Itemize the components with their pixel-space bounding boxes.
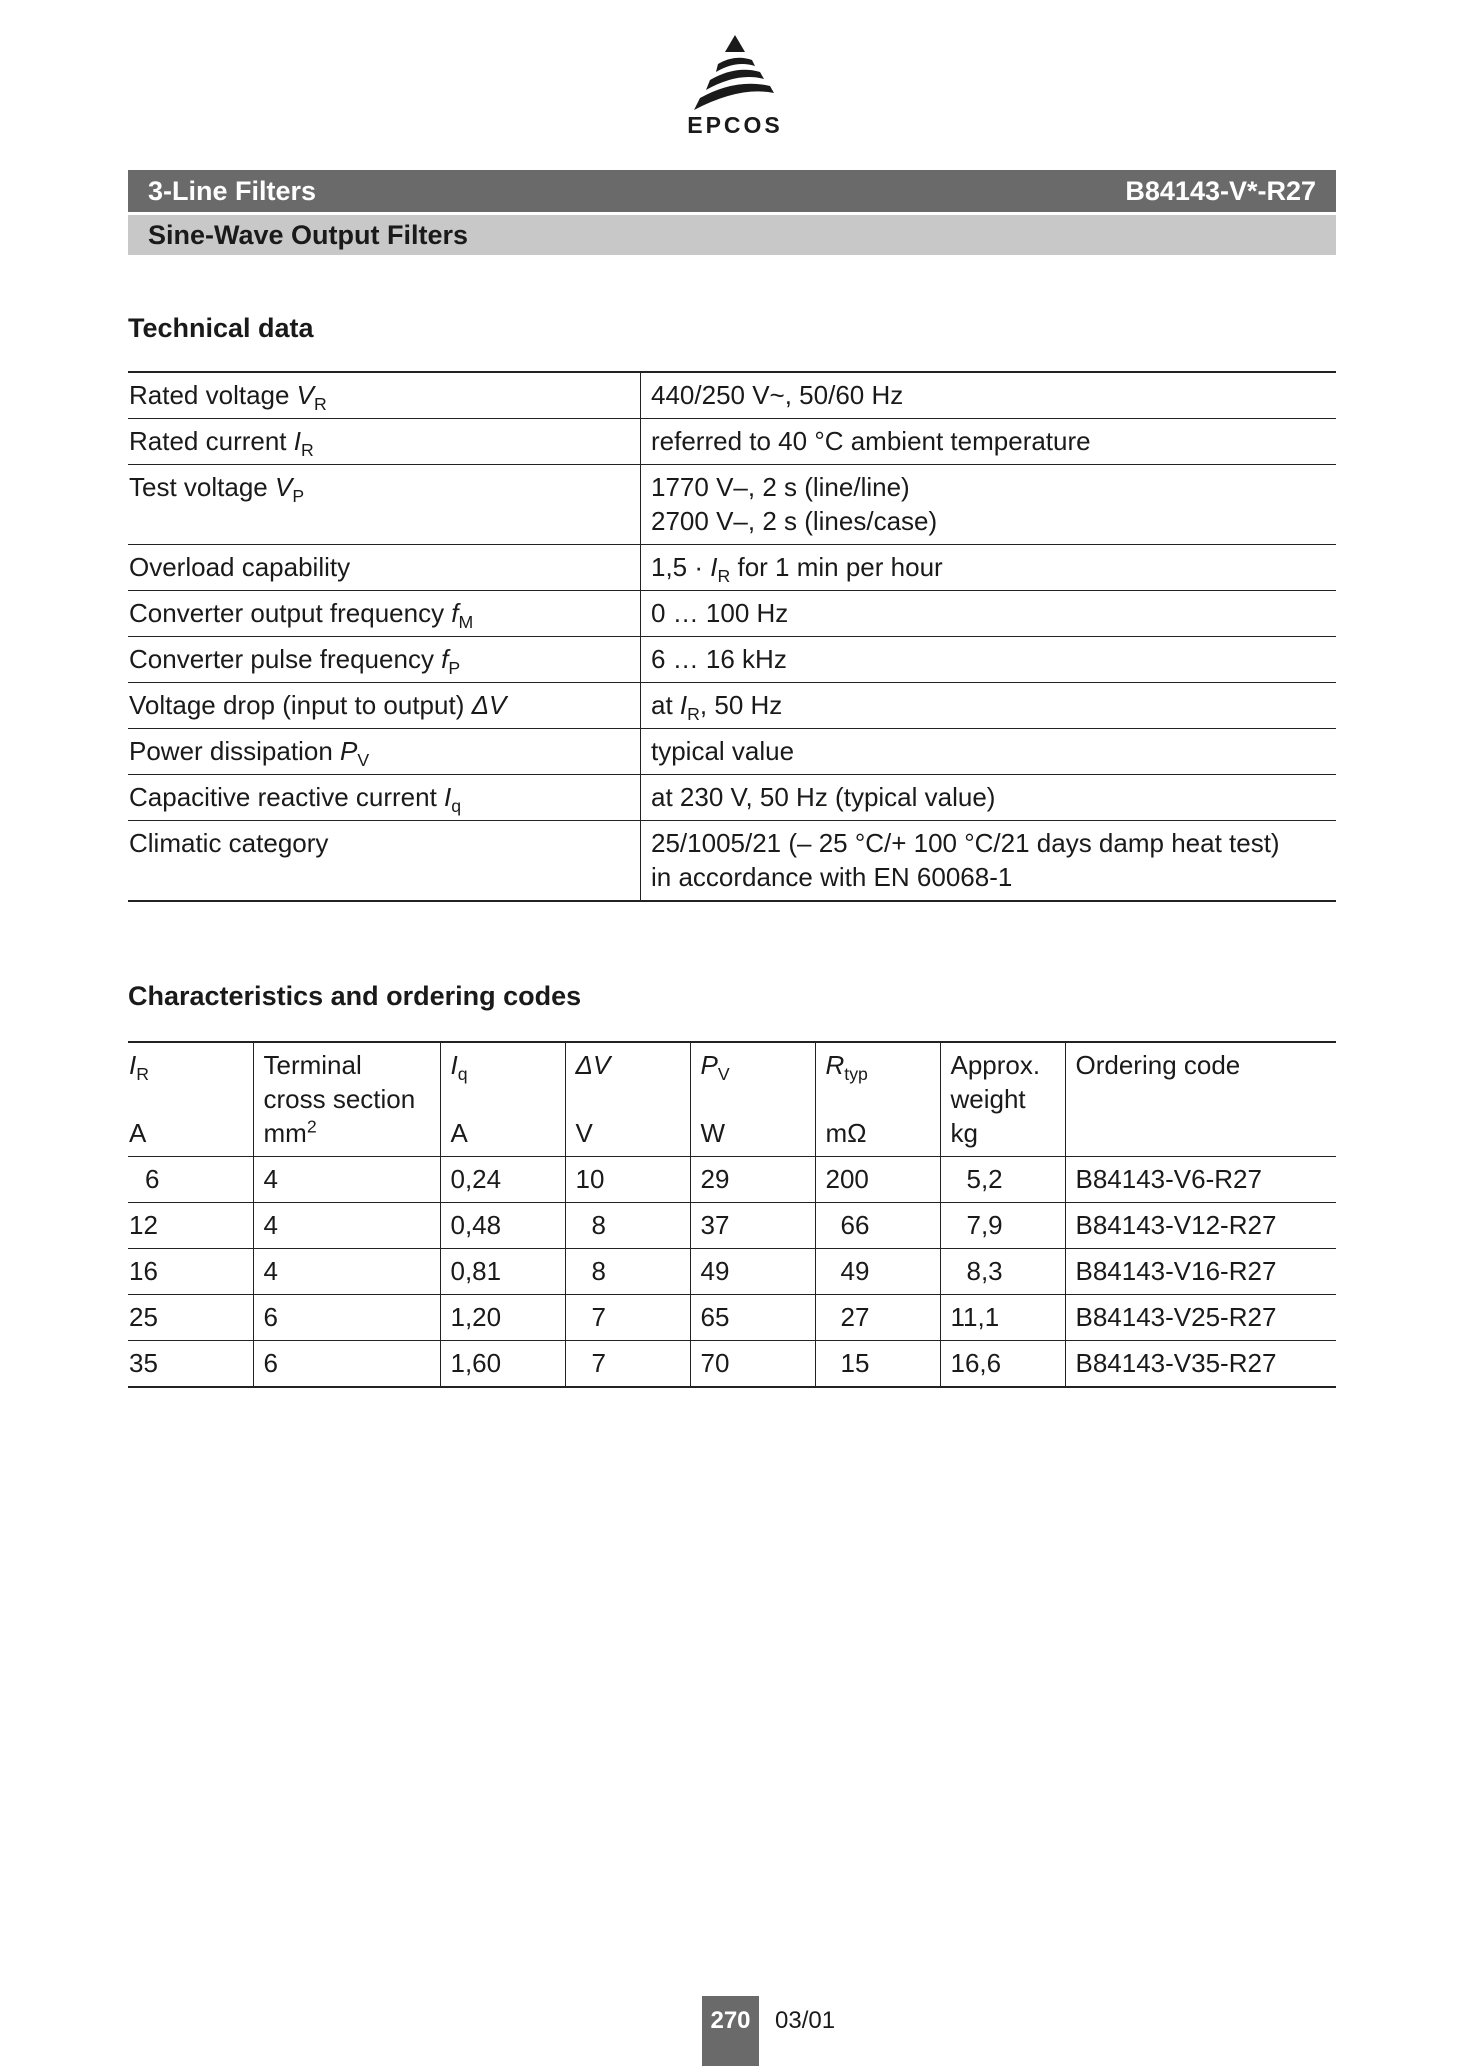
- ordering-cell: 4: [253, 1157, 440, 1203]
- ordering-cell: 29: [690, 1157, 815, 1203]
- value-cell: [641, 775, 1337, 821]
- param-subscript: P: [292, 486, 305, 507]
- value-cell: [641, 465, 1337, 545]
- ordering-cell: 1,20: [440, 1295, 565, 1341]
- param-label: Test voltage V: [129, 472, 293, 502]
- ordering-header-row: [128, 1042, 1336, 1157]
- param-subscript: q: [451, 796, 462, 817]
- header-band: [128, 170, 1336, 212]
- column-header: [940, 1042, 1065, 1157]
- param-symbol: f: [451, 598, 459, 628]
- ordering-cell: 6: [128, 1157, 253, 1203]
- epcos-logo: [670, 30, 800, 145]
- column-unit: mm: [263, 1118, 307, 1148]
- ordering-cell: 70: [690, 1341, 815, 1388]
- value-cell: [641, 683, 1337, 729]
- value-symbol: I: [710, 552, 718, 582]
- param-symbol: f: [441, 644, 449, 674]
- tech-row: [128, 775, 1336, 821]
- column-symbol: P: [700, 1050, 718, 1080]
- ordering-row: [128, 1249, 1336, 1295]
- param-subscript: M: [458, 612, 474, 633]
- param-cell: [128, 372, 641, 419]
- subheader-band: [128, 215, 1336, 255]
- column-header: [815, 1042, 940, 1157]
- ordering-cell: 8: [565, 1203, 690, 1249]
- ordering-cell: B84143-V12-R27: [1075, 1210, 1277, 1240]
- ordering-heading: Characteristics and ordering codes: [128, 981, 582, 1011]
- tech-row: [128, 465, 1336, 545]
- value-text: 6 … 16 kHz: [651, 644, 787, 674]
- value-text: , 50 Hz: [699, 690, 783, 720]
- value-text: for 1 min per hour: [730, 552, 943, 582]
- column-symbol: ΔV: [575, 1050, 611, 1080]
- column-title-line2: cross section: [263, 1084, 416, 1114]
- value-cell: [641, 591, 1337, 637]
- column-unit: kg: [950, 1118, 978, 1148]
- ordering-cell: 8: [565, 1249, 690, 1295]
- ordering-cell: 11,1: [940, 1295, 1065, 1341]
- column-unit: W: [700, 1118, 726, 1148]
- ordering-cell: 10: [565, 1157, 690, 1203]
- value-text-line2: in accordance with EN 60068-1: [651, 862, 1013, 892]
- ordering-cell: 200: [815, 1157, 940, 1203]
- ordering-cell: B84143-V16-R27: [1075, 1256, 1277, 1286]
- param-label: Converter output frequency f: [129, 598, 459, 628]
- param-cell: [128, 419, 641, 465]
- value-cell: [641, 419, 1337, 465]
- value-text-line2: 2700 V–, 2 s (lines/case): [651, 506, 938, 536]
- param-subscript: P: [448, 658, 461, 679]
- tech-row: [128, 729, 1336, 775]
- param-cell: [128, 683, 641, 729]
- page-number-box: [702, 1996, 759, 2066]
- ordering-row: [128, 1157, 1336, 1203]
- ordering-cell: 7,9: [940, 1203, 1065, 1249]
- column-header: [253, 1042, 440, 1157]
- column-header: [565, 1042, 690, 1157]
- issue-date: 03/01: [775, 2007, 836, 2034]
- param-label: Voltage drop (input to output) ΔV: [129, 690, 507, 720]
- tech-row: [128, 545, 1336, 591]
- value-cell: [641, 372, 1337, 419]
- param-symbol: V: [296, 380, 315, 410]
- column-title-line1: Approx.: [950, 1050, 1041, 1080]
- ordering-cell: 1,60: [440, 1341, 565, 1388]
- technical-table: [128, 371, 1336, 902]
- ordering-cell: B84143-V35-R27: [1075, 1348, 1277, 1378]
- ordering-cell: 37: [690, 1203, 815, 1249]
- ordering-cell: 49: [690, 1249, 815, 1295]
- value-text: 1770 V–, 2 s (line/line): [651, 472, 910, 502]
- value-text: typical value: [651, 736, 795, 766]
- param-symbol: I: [293, 426, 301, 456]
- ordering-cell: 27: [815, 1295, 940, 1341]
- column-symbol-subscript: R: [136, 1064, 149, 1085]
- ordering-cell: 66: [815, 1203, 940, 1249]
- param-label: Rated current I: [129, 426, 301, 456]
- param-label: Climatic category: [129, 828, 329, 858]
- param-cell: [128, 775, 641, 821]
- value-text: 0 … 100 Hz: [651, 598, 789, 628]
- ordering-cell: 4: [253, 1203, 440, 1249]
- param-symbol: I: [444, 782, 452, 812]
- value-subscript: R: [687, 704, 700, 725]
- column-header: [440, 1042, 565, 1157]
- column-unit: mΩ: [825, 1118, 867, 1148]
- category-title: 3-Line Filters: [148, 176, 317, 206]
- param-cell: [128, 591, 641, 637]
- ordering-cell: B84143-V25-R27: [1075, 1302, 1277, 1332]
- ordering-cell: 35: [128, 1341, 253, 1388]
- ordering-cell: B84143-V6-R27: [1075, 1164, 1262, 1194]
- ordering-cell: 6: [253, 1295, 440, 1341]
- ordering-cell: 0,81: [440, 1249, 565, 1295]
- ordering-cell: 0,24: [440, 1157, 565, 1203]
- ordering-cell: 0,48: [440, 1203, 565, 1249]
- value-cell: [641, 545, 1337, 591]
- value-text: referred to 40 °C ambient temperature: [651, 426, 1091, 456]
- technical-heading: Technical data: [128, 313, 314, 343]
- column-title-line1: Terminal: [263, 1050, 362, 1080]
- column-symbol-subscript: typ: [844, 1064, 868, 1085]
- ordering-row: [128, 1203, 1336, 1249]
- param-subscript: R: [300, 440, 314, 461]
- column-title-line1: Ordering code: [1075, 1050, 1241, 1080]
- subtitle: Sine-Wave Output Filters: [148, 220, 469, 250]
- column-header: [1065, 1042, 1336, 1157]
- param-label: Capacitive reactive current I: [129, 782, 452, 812]
- column-title-line2: weight: [950, 1084, 1026, 1114]
- ordering-cell: 65: [690, 1295, 815, 1341]
- column-symbol: I: [450, 1050, 458, 1080]
- param-label: Overload capability: [129, 552, 351, 582]
- tech-row: [128, 419, 1336, 465]
- ordering-row: [128, 1295, 1336, 1341]
- value-symbol: I: [679, 690, 688, 720]
- ordering-cell: 12: [128, 1203, 253, 1249]
- param-symbol: P: [340, 736, 358, 766]
- ordering-cell: 16,6: [940, 1341, 1065, 1388]
- ordering-cell: 7: [565, 1341, 690, 1388]
- ordering-cell: 7: [565, 1295, 690, 1341]
- ordering-cell: 4: [253, 1249, 440, 1295]
- param-label: Converter pulse frequency f: [129, 644, 449, 674]
- param-cell: [128, 465, 641, 545]
- param-label: Power dissipation P: [129, 736, 358, 766]
- ordering-cell: 49: [815, 1249, 940, 1295]
- value-cell: [641, 729, 1337, 775]
- ordering-cell: 16: [128, 1249, 253, 1295]
- column-symbol-subscript: q: [457, 1064, 468, 1085]
- tech-row: [128, 821, 1336, 902]
- column-symbol: I: [129, 1050, 137, 1080]
- column-unit: A: [129, 1118, 147, 1148]
- param-label: Rated voltage V: [129, 380, 315, 410]
- epcos-triangle-icon: [670, 30, 800, 112]
- value-text: at 230 V, 50 Hz (typical value): [651, 782, 996, 812]
- part-number: B84143-V*-R27: [1125, 176, 1316, 206]
- ordering-table: [128, 1041, 1336, 1388]
- tech-row: [128, 683, 1336, 729]
- column-header: [690, 1042, 815, 1157]
- param-cell: [128, 637, 641, 683]
- param-cell: [128, 729, 641, 775]
- page-number: 270: [710, 2007, 751, 2034]
- value-subscript: R: [717, 566, 731, 587]
- param-cell: [128, 545, 641, 591]
- param-symbol: ΔV: [471, 690, 507, 720]
- column-symbol: R: [825, 1050, 845, 1080]
- ordering-cell: 6: [253, 1341, 440, 1388]
- tech-row: [128, 372, 1336, 419]
- value-text: 440/250 V~, 50/60 Hz: [651, 380, 904, 410]
- param-cell: [128, 821, 641, 902]
- ordering-cell: 25: [128, 1295, 253, 1341]
- tech-row: [128, 637, 1336, 683]
- param-subscript: R: [314, 394, 327, 415]
- column-unit: A: [450, 1118, 468, 1148]
- ordering-cell: 8,3: [940, 1249, 1065, 1295]
- column-unit-superscript: 2: [306, 1116, 317, 1137]
- column-header: [128, 1042, 253, 1157]
- value-cell: [641, 821, 1337, 902]
- ordering-cell: 5,2: [940, 1157, 1065, 1203]
- tech-row: [128, 591, 1336, 637]
- ordering-row: [128, 1341, 1336, 1388]
- value-text: 1,5 · I: [651, 552, 718, 582]
- value-text: at I: [651, 690, 688, 720]
- ordering-cell: 15: [815, 1341, 940, 1388]
- param-symbol: V: [274, 472, 293, 502]
- param-subscript: V: [357, 750, 370, 771]
- column-symbol-subscript: V: [717, 1064, 730, 1085]
- column-unit: V: [575, 1118, 593, 1148]
- logo-wordmark: EPCOS: [687, 112, 783, 138]
- value-cell: [641, 637, 1337, 683]
- value-text: 25/1005/21 (– 25 °C/+ 100 °C/21 days damp heat test): [651, 828, 1280, 858]
